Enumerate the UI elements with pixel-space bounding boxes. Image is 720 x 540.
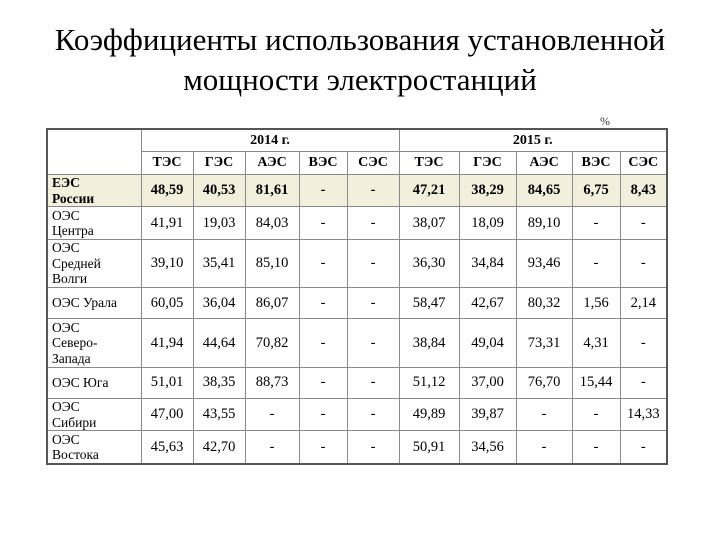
region-label-line: ЕЭС bbox=[52, 175, 80, 191]
value-cell: - bbox=[572, 207, 620, 239]
value-cell: - bbox=[620, 239, 667, 287]
value-cell: 8,43 bbox=[620, 175, 667, 207]
region-header-cell bbox=[47, 129, 141, 175]
value-cell: 47,00 bbox=[141, 399, 193, 431]
value-cell: 80,32 bbox=[516, 288, 572, 319]
region-label-line: ОЭС Урала bbox=[52, 295, 118, 311]
value-cell: 70,82 bbox=[245, 319, 299, 367]
capacity-factor-table-wrap bbox=[46, 128, 666, 465]
year-header-row bbox=[47, 129, 667, 152]
value-cell: - bbox=[620, 319, 667, 367]
region-label-line: России bbox=[52, 190, 95, 206]
value-cell: - bbox=[347, 319, 399, 367]
value-cell: 14,33 bbox=[620, 399, 667, 431]
value-cell: - bbox=[572, 399, 620, 431]
value-cell: - bbox=[347, 367, 399, 398]
value-cell: 49,04 bbox=[459, 319, 516, 367]
region-cell bbox=[47, 399, 141, 431]
value-cell: - bbox=[620, 431, 667, 464]
plant-type-header: ТЭС bbox=[141, 152, 193, 175]
value-cell: 37,00 bbox=[459, 367, 516, 398]
value-cell: - bbox=[299, 431, 347, 464]
value-cell: - bbox=[299, 207, 347, 239]
value-cell: 1,56 bbox=[572, 288, 620, 319]
year-header-2014: 2014 г. bbox=[141, 129, 399, 152]
value-cell: 38,29 bbox=[459, 175, 516, 207]
region-label-line: Запада bbox=[52, 350, 91, 366]
value-cell: 73,31 bbox=[516, 319, 572, 367]
value-cell: 48,59 bbox=[141, 175, 193, 207]
value-cell: 42,67 bbox=[459, 288, 516, 319]
value-cell: - bbox=[245, 399, 299, 431]
value-cell: 41,91 bbox=[141, 207, 193, 239]
value-cell: 51,12 bbox=[399, 367, 459, 398]
value-cell: - bbox=[299, 239, 347, 287]
region-label-line: ОЭС bbox=[52, 319, 80, 335]
region-label-line: ОЭС bbox=[52, 207, 80, 223]
value-cell: - bbox=[299, 399, 347, 431]
value-cell: - bbox=[620, 367, 667, 398]
slide-title bbox=[20, 20, 700, 100]
value-cell: 50,91 bbox=[399, 431, 459, 464]
region-cell bbox=[47, 319, 141, 367]
capacity-factor-table bbox=[46, 128, 668, 465]
value-cell: 44,64 bbox=[193, 319, 245, 367]
table-row bbox=[47, 288, 667, 319]
value-cell: 34,84 bbox=[459, 239, 516, 287]
value-cell: 76,70 bbox=[516, 367, 572, 398]
value-cell: - bbox=[299, 367, 347, 398]
value-cell: - bbox=[299, 175, 347, 207]
value-cell: 4,31 bbox=[572, 319, 620, 367]
value-cell: 85,10 bbox=[245, 239, 299, 287]
value-cell: 15,44 bbox=[572, 367, 620, 398]
slide-title-line-2: мощности электростанций bbox=[183, 62, 537, 97]
value-cell: 38,35 bbox=[193, 367, 245, 398]
plant-type-header: АЭС bbox=[245, 152, 299, 175]
value-cell: 49,89 bbox=[399, 399, 459, 431]
value-cell: 2,14 bbox=[620, 288, 667, 319]
value-cell: 58,47 bbox=[399, 288, 459, 319]
value-cell: 81,61 bbox=[245, 175, 299, 207]
region-label-line: ОЭС bbox=[52, 431, 80, 447]
value-cell: 6,75 bbox=[572, 175, 620, 207]
table-row bbox=[47, 319, 667, 367]
region-label-line: Сибири bbox=[52, 414, 97, 430]
table-row bbox=[47, 239, 667, 287]
value-cell: 35,41 bbox=[193, 239, 245, 287]
plant-type-header: СЭС bbox=[347, 152, 399, 175]
value-cell: - bbox=[572, 239, 620, 287]
region-label-line: ОЭС Юга bbox=[52, 375, 109, 391]
plant-type-header: ВЭС bbox=[572, 152, 620, 175]
region-cell bbox=[47, 367, 141, 398]
value-cell: - bbox=[299, 288, 347, 319]
value-cell: 93,46 bbox=[516, 239, 572, 287]
value-cell: - bbox=[245, 431, 299, 464]
value-cell: 43,55 bbox=[193, 399, 245, 431]
value-cell: 89,10 bbox=[516, 207, 572, 239]
value-cell: 36,30 bbox=[399, 239, 459, 287]
plant-type-header: СЭС bbox=[620, 152, 667, 175]
value-cell: 84,03 bbox=[245, 207, 299, 239]
value-cell: 40,53 bbox=[193, 175, 245, 207]
value-cell: 45,63 bbox=[141, 431, 193, 464]
region-label-line: Востока bbox=[52, 447, 99, 463]
value-cell: - bbox=[299, 319, 347, 367]
table-row bbox=[47, 207, 667, 239]
plant-type-header: ГЭС bbox=[459, 152, 516, 175]
plant-type-header: ВЭС bbox=[299, 152, 347, 175]
region-label-line: ОЭС bbox=[52, 240, 80, 256]
value-cell: 36,04 bbox=[193, 288, 245, 319]
region-label-line: Северо- bbox=[52, 335, 98, 351]
region-cell bbox=[47, 207, 141, 239]
table-row bbox=[47, 175, 667, 207]
value-cell: 60,05 bbox=[141, 288, 193, 319]
value-cell: - bbox=[347, 399, 399, 431]
value-cell: 39,10 bbox=[141, 239, 193, 287]
value-cell: 51,01 bbox=[141, 367, 193, 398]
value-cell: - bbox=[347, 175, 399, 207]
value-cell: 47,21 bbox=[399, 175, 459, 207]
plant-type-header: ГЭС bbox=[193, 152, 245, 175]
value-cell: 39,87 bbox=[459, 399, 516, 431]
value-cell: - bbox=[620, 207, 667, 239]
region-cell bbox=[47, 288, 141, 319]
plant-type-header: АЭС bbox=[516, 152, 572, 175]
slide-title-line-1: Коэффициенты использования установленной bbox=[54, 22, 666, 57]
value-cell: - bbox=[347, 431, 399, 464]
value-cell: 86,07 bbox=[245, 288, 299, 319]
value-cell: 18,09 bbox=[459, 207, 516, 239]
value-cell: 42,70 bbox=[193, 431, 245, 464]
value-cell: - bbox=[516, 431, 572, 464]
plant-type-header: ТЭС bbox=[399, 152, 459, 175]
value-cell: 38,07 bbox=[399, 207, 459, 239]
table-row bbox=[47, 399, 667, 431]
region-cell bbox=[47, 175, 141, 207]
table-body bbox=[47, 175, 667, 465]
year-header-2015: 2015 г. bbox=[399, 129, 667, 152]
value-cell: 84,65 bbox=[516, 175, 572, 207]
region-label-line: Центра bbox=[52, 223, 94, 239]
region-label-line: ОЭС bbox=[52, 399, 80, 415]
value-cell: 34,56 bbox=[459, 431, 516, 464]
value-cell: 19,03 bbox=[193, 207, 245, 239]
value-cell: - bbox=[347, 207, 399, 239]
table-row bbox=[47, 431, 667, 464]
table-row bbox=[47, 367, 667, 398]
region-label-line: Волги bbox=[52, 271, 88, 287]
value-cell: - bbox=[572, 431, 620, 464]
region-label-line: Средней bbox=[52, 255, 101, 271]
value-cell: - bbox=[347, 239, 399, 287]
value-cell: 38,84 bbox=[399, 319, 459, 367]
region-cell bbox=[47, 239, 141, 287]
value-cell: - bbox=[347, 288, 399, 319]
value-cell: 41,94 bbox=[141, 319, 193, 367]
value-cell: 88,73 bbox=[245, 367, 299, 398]
region-cell bbox=[47, 431, 141, 464]
value-cell: - bbox=[516, 399, 572, 431]
stray-mark: % bbox=[600, 114, 610, 128]
